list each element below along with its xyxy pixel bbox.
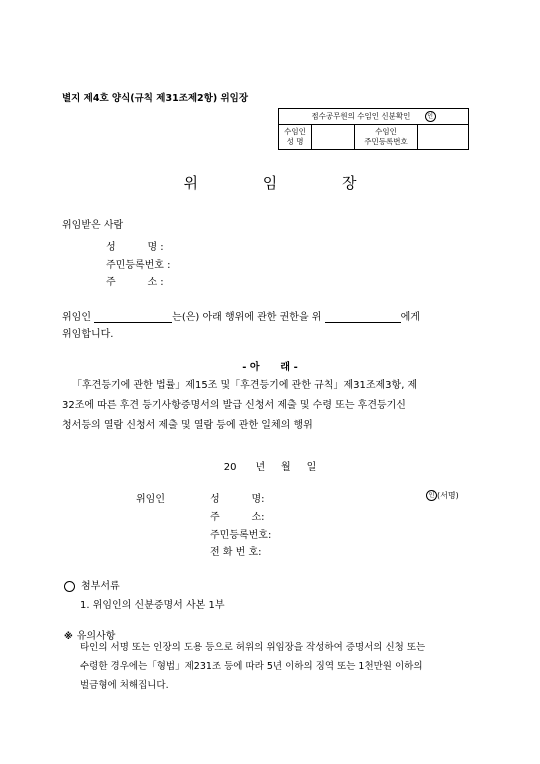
identity-verification-box xyxy=(278,108,469,150)
attachment-item: 1. 위임인의 신분증명서 사본 1부 xyxy=(80,600,225,611)
delegatee-id-value-cell[interactable] xyxy=(418,125,469,150)
body-line: 32조에 따른 후견 등기사항증명서의 발급 신청서 제출 및 수령 또는 후견등기신 xyxy=(62,400,406,411)
delegatee-id-label: 주민등록번호 : xyxy=(106,260,171,271)
body-line: 「후견등기에 관한 법률」제15조 및「후견등기에 관한 규칙」제31조제3항, 제 xyxy=(72,380,418,391)
date-line: 20 년 월 일 xyxy=(223,462,317,473)
delegator-address-label: 주 소: xyxy=(210,512,265,523)
circle-bullet-icon xyxy=(64,581,75,592)
document-title: 위 임 장 xyxy=(183,174,387,192)
notice-line: 타인의 서명 또는 인장의 도용 등으로 허위의 위임장을 작성하여 증명서의 신청 또는 xyxy=(80,642,426,653)
notice-line: 수령한 경우에는「형법」제231조 등에 따라 5년 이하의 징역 또는 1천만원 이하의 xyxy=(80,661,423,672)
delegator-label: 위임인 xyxy=(136,494,165,505)
delegatee-name-label-cell xyxy=(279,125,312,150)
label-line: 수임인 xyxy=(284,127,306,136)
body-line: 청서등의 열람 신청서 제출 및 열람 등에 관한 일체의 행위 xyxy=(62,420,313,431)
reference-mark-icon: ※ xyxy=(64,632,73,642)
sign-label: (서명) xyxy=(437,491,459,500)
delegation-line2: 위임합니다. xyxy=(62,329,114,340)
delegator-word: 위임인 xyxy=(62,312,91,323)
delegation-middle-text: 는(은) 아래 행위에 관한 권한을 위 xyxy=(172,312,322,323)
verification-title-cell xyxy=(279,109,469,125)
delegation-end-text: 에게 xyxy=(400,312,420,323)
label-line: 수임인 xyxy=(375,127,397,136)
delegator-signature-area[interactable] xyxy=(426,490,459,501)
notice-line: 벌금형에 처해집니다. xyxy=(80,680,169,691)
below-heading: - 아 래 - xyxy=(242,362,298,373)
notice-heading: 유의사항 xyxy=(76,631,116,642)
label-line: 성 명 xyxy=(286,137,304,146)
attachments-heading-row xyxy=(64,577,120,592)
delegatee-heading: 위임받은 사람 xyxy=(62,220,124,231)
delegator-name-label: 성 명: xyxy=(210,494,265,505)
delegatee-name-label: 성 명 : xyxy=(106,242,164,253)
seal-icon: 인 xyxy=(425,111,436,122)
delegatee-id-label-cell xyxy=(355,125,418,150)
verification-title: 접수공무원의 수임인 신분확인 xyxy=(311,111,411,121)
delegator-phone-label: 전 화 번 호: xyxy=(210,547,262,558)
attachments-heading: 첨부서류 xyxy=(81,581,120,592)
body-paragraph xyxy=(62,376,482,436)
seal-icon: 인 xyxy=(426,490,437,501)
delegatee-address-label: 주 소 : xyxy=(106,277,164,288)
form-label: 별지 제4호 양식(규칙 제31조제2항) 위임장 xyxy=(62,93,249,104)
delegatee-name-value-cell[interactable] xyxy=(312,125,355,150)
delegation-sentence xyxy=(62,308,420,323)
delegator-id-label: 주민등록번호: xyxy=(210,530,272,541)
delegatee-name-blank[interactable] xyxy=(325,311,401,323)
label-line: 주민등록번호 xyxy=(364,137,408,146)
delegator-name-blank[interactable] xyxy=(94,311,172,323)
notice-paragraph xyxy=(80,638,500,695)
